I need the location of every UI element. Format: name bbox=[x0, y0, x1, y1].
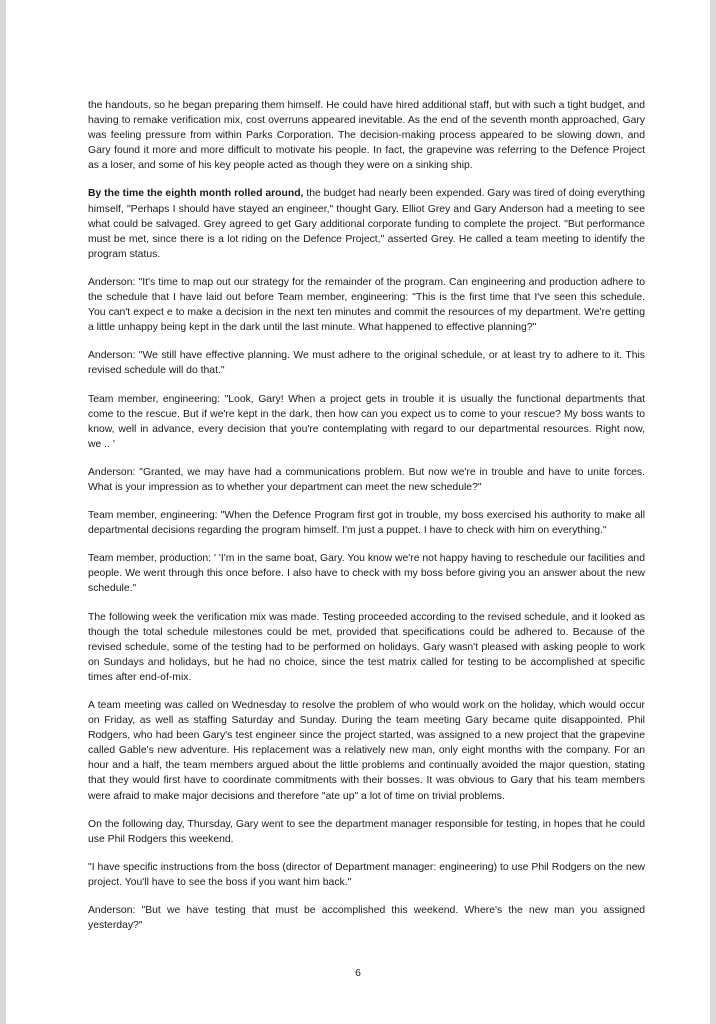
paragraph bbox=[88, 508, 645, 538]
paragraph-text: Anderson: "It's time to map out our strategy for the remainder of the program. Can engineering and production adhere to the schedule that I have laid out before Team member, engineering: "This is the first time that I've seen this schedule. You can't expect e to make a decision in the next ten minutes and commit the resources of my department. We're getting a little unhappy being kept in the dark until the last minute. What happened to effective planning?" bbox=[88, 276, 645, 334]
paragraph-text: Anderson: "But we have testing that must be accomplished this weekend. Where's the new man you assigned yesterday?" bbox=[88, 905, 645, 932]
paragraph bbox=[88, 551, 645, 596]
paragraph-text: Anderson: "We still have effective planning. We must adhere to the original schedule, or at least try to adhere to it. This revised schedule will do that." bbox=[88, 350, 645, 377]
paragraph bbox=[88, 817, 645, 847]
paragraph-text: The following week the verification mix was made. Testing proceeded according to the revised schedule, and it looked as though the total schedule milestones could be met, provided that specifications could be adhered to. Because of the revised schedule, some of the testing had to be performed on holidays. Gary wasn't pleased with asking people to work on Sundays and holidays, but he had no choice, since the test matrix called for testing to be accomplished at specific times after end-of-mix. bbox=[88, 611, 645, 683]
paragraph-text: Team member, engineering: "When the Defence Program first got in trouble, my boss exercised his authority to make all departmental decisions regarding the program himself. I'm just a puppet. I have to check with him on everything." bbox=[88, 510, 645, 537]
paragraph-text: the budget had nearly been expended. Gary was tired of doing everything himself, "Perhaps I should have stayed an engineer," thought Gary. Elliot Grey and Gary Anderson had a meeting to see what could be salvaged. Grey agreed to get Gary additional corporate funding to complete the project. "But performance must be met, since there is a lot riding on the Defence Project," asserted Grey. He called a team meeting to identify the program status. bbox=[88, 188, 646, 260]
paragraph bbox=[88, 348, 645, 378]
page-left-margin-edge bbox=[0, 0, 6, 1024]
paragraph bbox=[88, 275, 645, 335]
paragraph-text: Team member, production: ' 'I'm in the same boat, Gary. You know we're not happy having to reschedule our facilities and people. We went through this once before. I also have to check with my boss before giving you an answer about the new schedule." bbox=[88, 553, 645, 595]
paragraph bbox=[88, 186, 645, 261]
paragraph-text: Team member, engineering: "Look, Gary! When a project gets in trouble it is usually the functional departments that come to the rescue. But if we're kept in the dark, then how can you expect us to come to your rescue? My boss wants to know, well in advance, every decision that you're contemplating with regard to our departmental resources. Right now, we .. ' bbox=[88, 393, 645, 450]
paragraph-lead: By the time the eighth month rolled around, bbox=[88, 188, 304, 200]
page-number: 6 bbox=[355, 968, 361, 979]
paragraph-text: On the following day, Thursday, Gary went to see the department manager responsible for testing, in hopes that he could use Phil Rodgers this weekend. bbox=[88, 818, 645, 845]
page-right-margin-edge bbox=[710, 0, 716, 1024]
paragraph-text: A team meeting was called on Wednesday to resolve the problem of who would work on the holiday, which would occur on Friday, as well as staffing Saturday and Sunday. During the team meeting Gary became quite disappointed. Phil Rodgers, who had been Gary's test engineer since the project started, was assigned to a new project that the grapevine called Gable's new adventure. His replacement was a relatively new man, only eight months with the company. For an hour and a half, the team members argued about the little problems and continually avoided the major question, stating that they would first have to coordinate commitments with their bosses. It was obvious to Gary that his team members were afraid to make major decisions and therefore "ate up" a lot of time on trivial problems. bbox=[88, 700, 645, 802]
paragraph-text: "I have specific instructions from the boss (director of Department manager: engineering) to use Phil Rodgers on the new project. You'll have to see the boss if you want him back." bbox=[88, 861, 645, 888]
document-body bbox=[88, 98, 645, 933]
paragraph bbox=[88, 610, 645, 685]
paragraph bbox=[88, 698, 645, 804]
paragraph bbox=[88, 98, 645, 173]
paragraph-text: Anderson: "Granted, we may have had a communications problem. But now we're in trouble and have to unite forces. What is your impression as to whether your department can meet the new schedule?" bbox=[88, 466, 645, 493]
paragraph bbox=[88, 903, 645, 933]
paragraph bbox=[88, 392, 645, 452]
paragraph bbox=[88, 465, 645, 495]
paragraph-text: the handouts, so he began preparing them himself. He could have hired additional staff, but with such a tight budget, and having to remake verification mix, cost overruns appeared inevitable. As the end of the seventh month approached, Gary was feeling pressure from within Parks Corporation. The decision-making process appeared to be slowing down, and Gary found it more and more difficult to motivate his people. In fact, the grapevine was referring to the Defence Project as a loser, and some of his key people acted as though they were on a sinking ship. bbox=[88, 100, 645, 172]
paragraph bbox=[88, 860, 645, 890]
